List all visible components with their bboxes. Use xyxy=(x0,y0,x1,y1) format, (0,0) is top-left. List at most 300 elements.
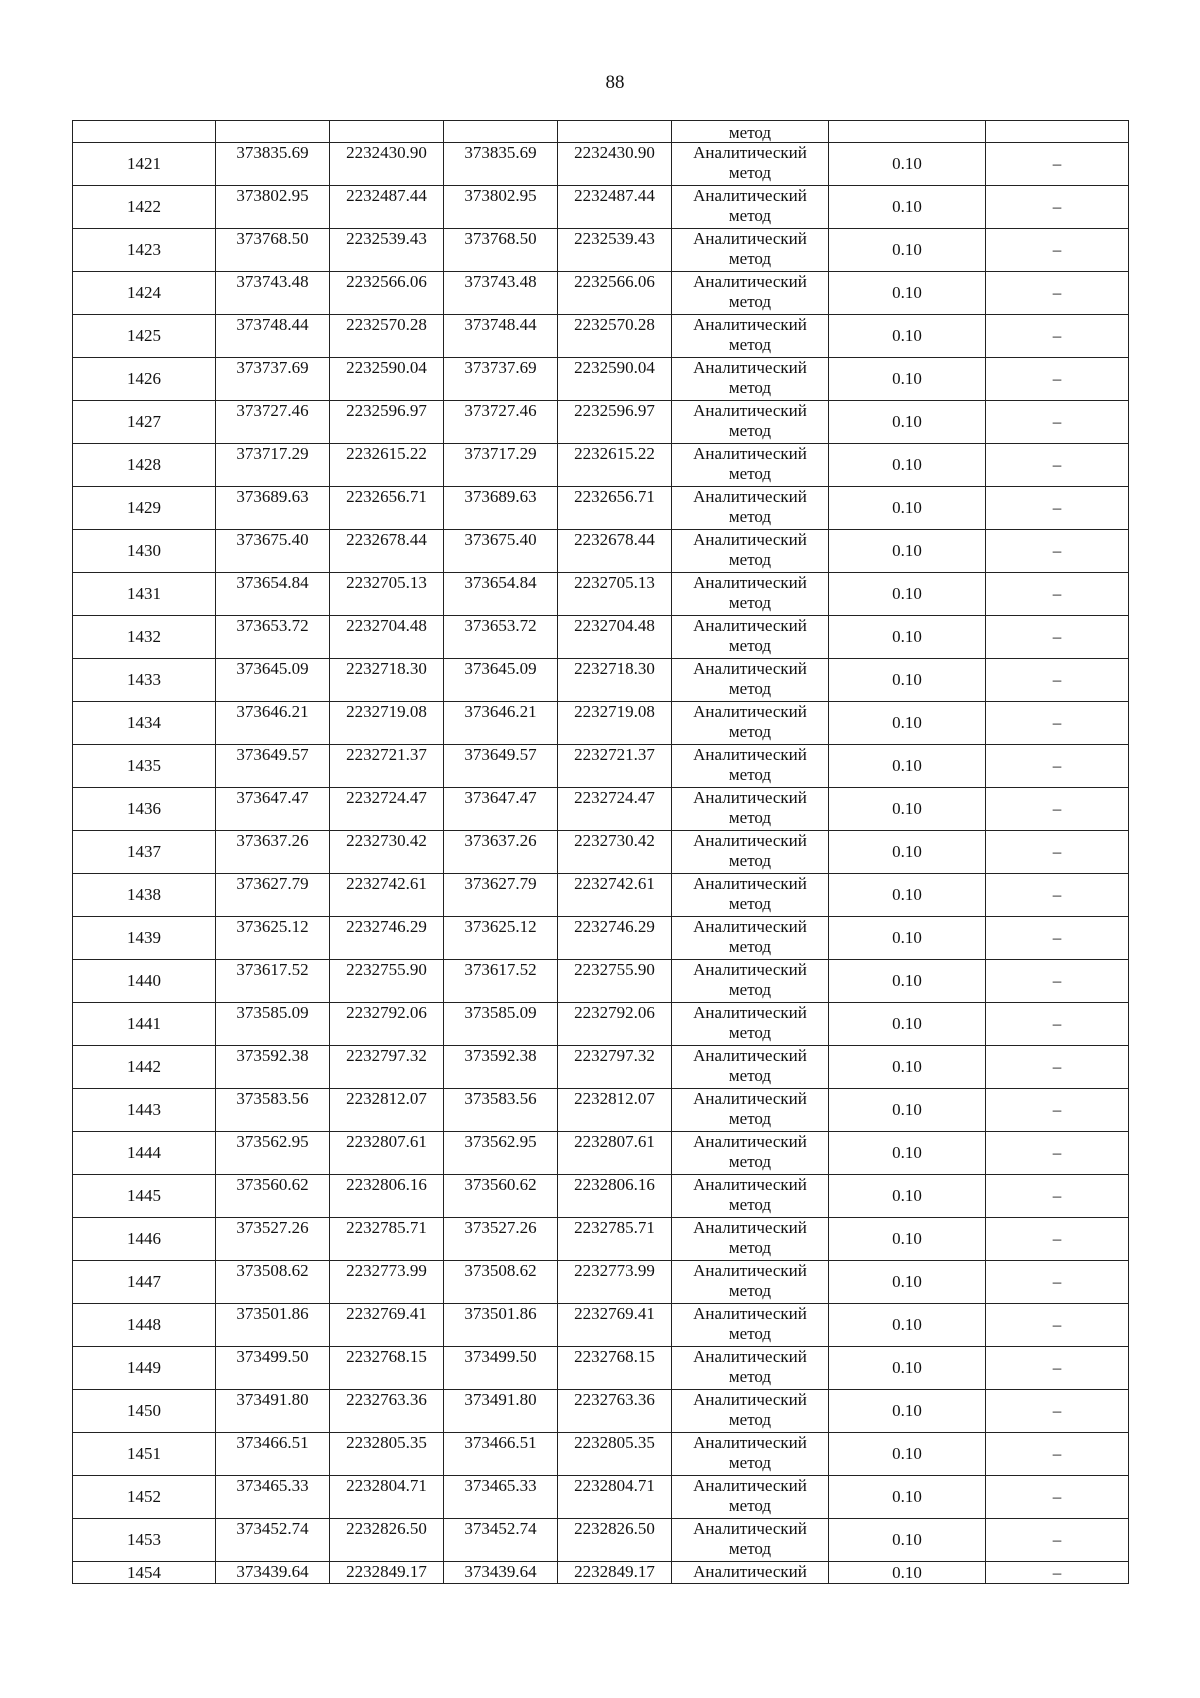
method-line: Аналитический xyxy=(693,229,807,248)
x-coordinate-cell: 373560.62 xyxy=(444,1175,558,1218)
dash-cell: – xyxy=(986,1218,1129,1261)
method-line: метод xyxy=(728,1367,772,1386)
table-row xyxy=(73,616,1129,659)
accuracy-cell: 0.10 xyxy=(829,616,986,659)
table-row xyxy=(73,1046,1129,1089)
x-coordinate-cell: 373625.12 xyxy=(444,917,558,960)
dash-cell: – xyxy=(986,358,1129,401)
method-cell xyxy=(672,960,829,1003)
method-cell xyxy=(672,315,829,358)
method-line: Аналитический xyxy=(693,272,807,291)
point-number-cell: 1452 xyxy=(73,1476,216,1519)
accuracy-cell: 0.10 xyxy=(829,358,986,401)
x-coordinate-cell: 373466.51 xyxy=(216,1433,330,1476)
x-coordinate-cell: 373499.50 xyxy=(444,1347,558,1390)
accuracy-cell: 0.10 xyxy=(829,745,986,788)
page-number: 88 xyxy=(605,72,625,93)
method-cell xyxy=(672,831,829,874)
dash-cell: – xyxy=(986,444,1129,487)
method-line: метод xyxy=(728,421,772,440)
accuracy-cell: 0.10 xyxy=(829,1476,986,1519)
method-cell xyxy=(672,401,829,444)
x-coordinate-cell: 373627.79 xyxy=(216,874,330,917)
method-cell xyxy=(672,616,829,659)
method-line: Аналитический xyxy=(693,1261,807,1280)
method-line: метод xyxy=(728,765,772,784)
dash-cell: – xyxy=(986,1046,1129,1089)
method-line: метод xyxy=(728,1195,772,1214)
x-coordinate-cell: 373835.69 xyxy=(216,143,330,186)
point-number-cell: 1431 xyxy=(73,573,216,616)
method-line: метод xyxy=(728,1238,772,1257)
dash-cell: – xyxy=(986,1003,1129,1046)
method-line: Аналитический xyxy=(693,1476,807,1495)
dash-cell: – xyxy=(986,1089,1129,1132)
table-row xyxy=(73,272,1129,315)
x-coordinate-cell: 373508.62 xyxy=(216,1261,330,1304)
point-number-cell: 1454 xyxy=(73,1562,216,1584)
method-line: метод xyxy=(728,163,772,182)
x-coordinate-cell: 373646.21 xyxy=(444,702,558,745)
dash-cell: – xyxy=(986,229,1129,272)
y-coordinate-cell: 2232849.17 xyxy=(558,1562,672,1584)
dash-cell: – xyxy=(986,401,1129,444)
y-coordinate-cell: 2232785.71 xyxy=(330,1218,444,1261)
y-coordinate-cell: 2232755.90 xyxy=(330,960,444,1003)
method-line: метод xyxy=(728,206,772,225)
method-line: метод xyxy=(728,1496,772,1515)
x-coordinate-cell: 373727.46 xyxy=(216,401,330,444)
x-coordinate-cell: 373592.38 xyxy=(444,1046,558,1089)
table-row xyxy=(73,186,1129,229)
x-coordinate-cell: 373802.95 xyxy=(216,186,330,229)
dash-cell: – xyxy=(986,616,1129,659)
table-row xyxy=(73,1132,1129,1175)
y-coordinate-cell: 2232768.15 xyxy=(558,1347,672,1390)
x-coordinate-cell: 373689.63 xyxy=(216,487,330,530)
method-line: метод xyxy=(728,1453,772,1472)
table-row xyxy=(73,1003,1129,1046)
y-coordinate-cell: 2232742.61 xyxy=(558,874,672,917)
accuracy-cell: 0.10 xyxy=(829,315,986,358)
accuracy-cell: 0.10 xyxy=(829,229,986,272)
method-line: Аналитический xyxy=(693,788,807,807)
dash-cell: – xyxy=(986,960,1129,1003)
table-row xyxy=(73,788,1129,831)
x-coordinate-cell: 373491.80 xyxy=(216,1390,330,1433)
method-cell xyxy=(672,1003,829,1046)
dash-cell: – xyxy=(986,831,1129,874)
dash-cell: – xyxy=(986,1519,1129,1562)
method-line: Аналитический xyxy=(693,315,807,334)
point-number-cell: 1446 xyxy=(73,1218,216,1261)
x-coordinate-cell: 373647.47 xyxy=(444,788,558,831)
y-coordinate-cell: 2232826.50 xyxy=(330,1519,444,1562)
x-coordinate-cell: 373743.48 xyxy=(216,272,330,315)
method-cell xyxy=(672,1476,829,1519)
method-cell xyxy=(672,788,829,831)
y-coordinate-cell: 2232804.71 xyxy=(558,1476,672,1519)
accuracy-cell: 0.10 xyxy=(829,831,986,874)
method-line: Аналитический xyxy=(693,530,807,549)
dash-cell: – xyxy=(986,143,1129,186)
method-line: Аналитический xyxy=(693,143,807,162)
accuracy-cell: 0.10 xyxy=(829,1046,986,1089)
y-coordinate-cell: 2232812.07 xyxy=(558,1089,672,1132)
method-cell xyxy=(672,1304,829,1347)
x-coordinate-cell: 373501.86 xyxy=(216,1304,330,1347)
method-cell xyxy=(672,874,829,917)
point-number-cell: 1448 xyxy=(73,1304,216,1347)
y-coordinate-cell: 2232797.32 xyxy=(330,1046,444,1089)
dash-cell: – xyxy=(986,702,1129,745)
coordinates-table xyxy=(72,120,1129,1584)
x-coordinate-cell: 373466.51 xyxy=(444,1433,558,1476)
y-coordinate-cell: 2232826.50 xyxy=(558,1519,672,1562)
point-number-cell: 1428 xyxy=(73,444,216,487)
y-coordinate-cell: 2232768.15 xyxy=(330,1347,444,1390)
x-coordinate-cell: 373583.56 xyxy=(216,1089,330,1132)
method-cell xyxy=(672,1519,829,1562)
x-coordinate-cell: 373649.57 xyxy=(444,745,558,788)
point-number-cell: 1453 xyxy=(73,1519,216,1562)
y-coordinate-cell: 2232705.13 xyxy=(558,573,672,616)
x-coordinate-cell: 373625.12 xyxy=(216,917,330,960)
method-line: Аналитический xyxy=(693,573,807,592)
dash-cell: – xyxy=(986,186,1129,229)
table-row xyxy=(73,917,1129,960)
y-coordinate-cell: 2232566.06 xyxy=(330,272,444,315)
method-cell xyxy=(672,917,829,960)
point-number-cell: 1451 xyxy=(73,1433,216,1476)
y-coordinate-cell: 2232430.90 xyxy=(558,143,672,186)
y-coordinate-cell: 2232805.35 xyxy=(330,1433,444,1476)
x-coordinate-cell: 373748.44 xyxy=(444,315,558,358)
point-number-cell: 1447 xyxy=(73,1261,216,1304)
accuracy-cell: 0.10 xyxy=(829,272,986,315)
method-line: Аналитический xyxy=(693,960,807,979)
method-line: метод xyxy=(728,722,772,741)
method-line: Аналитический xyxy=(693,1089,807,1108)
point-number-cell: 1425 xyxy=(73,315,216,358)
method-cell xyxy=(672,1390,829,1433)
method-line: Аналитический xyxy=(693,1132,807,1151)
accuracy-cell: 0.10 xyxy=(829,917,986,960)
method-line: метод xyxy=(728,937,772,956)
method-line: метод xyxy=(728,1109,772,1128)
method-line: Аналитический xyxy=(693,358,807,377)
dash-cell: – xyxy=(986,874,1129,917)
table-row xyxy=(73,960,1129,1003)
dash-cell: – xyxy=(986,1562,1129,1584)
x-coordinate-cell: 373617.52 xyxy=(444,960,558,1003)
point-number-cell: 1432 xyxy=(73,616,216,659)
method-cell xyxy=(672,659,829,702)
y-coordinate-cell: 2232656.71 xyxy=(558,487,672,530)
x-coordinate-cell: 373645.09 xyxy=(444,659,558,702)
accuracy-cell: 0.10 xyxy=(829,1519,986,1562)
method-cell xyxy=(672,1433,829,1476)
method-line: метод xyxy=(728,507,772,526)
point-number-cell: 1436 xyxy=(73,788,216,831)
accuracy-cell: 0.10 xyxy=(829,401,986,444)
method-cell xyxy=(672,745,829,788)
table-body xyxy=(73,121,1129,1584)
table-row xyxy=(73,1261,1129,1304)
x-coordinate-cell: 373743.48 xyxy=(444,272,558,315)
method-line: метод xyxy=(728,980,772,999)
table-row xyxy=(73,1390,1129,1433)
point-number-cell: 1441 xyxy=(73,1003,216,1046)
x-coordinate-cell: 373527.26 xyxy=(216,1218,330,1261)
x-coordinate-cell: 373653.72 xyxy=(444,616,558,659)
method-line: метод xyxy=(728,679,772,698)
method-cell xyxy=(672,1347,829,1390)
continuation-row xyxy=(73,121,1129,143)
y-coordinate-cell: 2232570.28 xyxy=(558,315,672,358)
y-coordinate-cell: 2232812.07 xyxy=(330,1089,444,1132)
table-row xyxy=(73,702,1129,745)
y-coordinate-cell: 2232746.29 xyxy=(330,917,444,960)
y-coordinate-cell: 2232730.42 xyxy=(558,831,672,874)
dash-cell: – xyxy=(986,1304,1129,1347)
method-line: метод xyxy=(728,1281,772,1300)
x-coordinate-cell: 373802.95 xyxy=(444,186,558,229)
y-coordinate-cell: 2232430.90 xyxy=(330,143,444,186)
y-coordinate-cell: 2232615.22 xyxy=(558,444,672,487)
table-row xyxy=(73,573,1129,616)
x-coordinate-cell: 373647.47 xyxy=(216,788,330,831)
method-cell xyxy=(672,229,829,272)
accuracy-cell: 0.10 xyxy=(829,1003,986,1046)
table-row xyxy=(73,444,1129,487)
y-coordinate-cell: 2232806.16 xyxy=(558,1175,672,1218)
table-row xyxy=(73,1476,1129,1519)
x-coordinate-cell: 373501.86 xyxy=(444,1304,558,1347)
point-number-cell: 1443 xyxy=(73,1089,216,1132)
y-coordinate-cell: 2232792.06 xyxy=(558,1003,672,1046)
x-coordinate-cell: 373439.64 xyxy=(444,1562,558,1584)
x-coordinate-cell: 373768.50 xyxy=(444,229,558,272)
dash-cell: – xyxy=(986,272,1129,315)
method-line: Аналитический xyxy=(693,702,807,721)
table-row xyxy=(73,1433,1129,1476)
point-number-cell: 1421 xyxy=(73,143,216,186)
accuracy-cell: 0.10 xyxy=(829,1175,986,1218)
y-coordinate-cell: 2232704.48 xyxy=(330,616,444,659)
method-line: метод xyxy=(728,1539,772,1558)
x-coordinate-cell: 373768.50 xyxy=(216,229,330,272)
method-line: метод xyxy=(728,1066,772,1085)
table-row xyxy=(73,874,1129,917)
y-coordinate-cell: 2232590.04 xyxy=(558,358,672,401)
method-cell xyxy=(672,1218,829,1261)
point-number-cell: 1424 xyxy=(73,272,216,315)
y-coordinate-cell: 2232590.04 xyxy=(330,358,444,401)
y-coordinate-cell: 2232807.61 xyxy=(558,1132,672,1175)
continuation-method-cell: метод xyxy=(672,121,829,143)
method-line: Аналитический xyxy=(693,874,807,893)
method-line: метод xyxy=(728,808,772,827)
table-row xyxy=(73,358,1129,401)
dash-cell: – xyxy=(986,659,1129,702)
dash-cell: – xyxy=(986,573,1129,616)
point-number-cell: 1445 xyxy=(73,1175,216,1218)
x-coordinate-cell: 373835.69 xyxy=(444,143,558,186)
dash-cell: – xyxy=(986,1261,1129,1304)
method-line: метод xyxy=(728,292,772,311)
dash-cell: – xyxy=(986,1175,1129,1218)
accuracy-cell: 0.10 xyxy=(829,1347,986,1390)
y-coordinate-cell: 2232718.30 xyxy=(558,659,672,702)
method-line: Аналитический xyxy=(693,401,807,420)
point-number-cell: 1422 xyxy=(73,186,216,229)
method-cell xyxy=(672,358,829,401)
accuracy-cell: 0.10 xyxy=(829,143,986,186)
x-coordinate-cell: 373617.52 xyxy=(216,960,330,1003)
method-cell xyxy=(672,1046,829,1089)
dash-cell: – xyxy=(986,745,1129,788)
method-line: Аналитический xyxy=(693,1347,807,1366)
accuracy-cell: 0.10 xyxy=(829,1218,986,1261)
y-coordinate-cell: 2232785.71 xyxy=(558,1218,672,1261)
y-coordinate-cell: 2232596.97 xyxy=(558,401,672,444)
x-coordinate-cell: 373527.26 xyxy=(444,1218,558,1261)
x-coordinate-cell: 373452.74 xyxy=(216,1519,330,1562)
y-coordinate-cell: 2232730.42 xyxy=(330,831,444,874)
y-coordinate-cell: 2232806.16 xyxy=(330,1175,444,1218)
y-coordinate-cell: 2232570.28 xyxy=(330,315,444,358)
method-cell xyxy=(672,1132,829,1175)
method-cell xyxy=(672,272,829,315)
x-coordinate-cell: 373508.62 xyxy=(444,1261,558,1304)
y-coordinate-cell: 2232769.41 xyxy=(558,1304,672,1347)
point-number-cell: 1423 xyxy=(73,229,216,272)
method-line: Аналитический xyxy=(693,1046,807,1065)
method-cell xyxy=(672,1175,829,1218)
method-line: Аналитический xyxy=(693,186,807,205)
point-number-cell: 1429 xyxy=(73,487,216,530)
x-coordinate-cell: 373465.33 xyxy=(216,1476,330,1519)
y-coordinate-cell: 2232596.97 xyxy=(330,401,444,444)
x-coordinate-cell: 373737.69 xyxy=(444,358,558,401)
accuracy-cell: 0.10 xyxy=(829,1433,986,1476)
x-coordinate-cell: 373654.84 xyxy=(216,573,330,616)
dash-cell: – xyxy=(986,530,1129,573)
x-coordinate-cell: 373737.69 xyxy=(216,358,330,401)
method-cell xyxy=(672,530,829,573)
point-number-cell: 1435 xyxy=(73,745,216,788)
y-coordinate-cell: 2232755.90 xyxy=(558,960,672,1003)
dash-cell: – xyxy=(986,788,1129,831)
method-line: метод xyxy=(728,1152,772,1171)
x-coordinate-cell: 373637.26 xyxy=(216,831,330,874)
y-coordinate-cell: 2232742.61 xyxy=(330,874,444,917)
accuracy-cell: 0.10 xyxy=(829,659,986,702)
method-line: метод xyxy=(728,249,772,268)
y-coordinate-cell: 2232678.44 xyxy=(330,530,444,573)
y-coordinate-cell: 2232539.43 xyxy=(558,229,672,272)
method-line: Аналитический xyxy=(693,1304,807,1323)
point-number-cell: 1427 xyxy=(73,401,216,444)
y-coordinate-cell: 2232746.29 xyxy=(558,917,672,960)
dash-cell: – xyxy=(986,917,1129,960)
y-coordinate-cell: 2232724.47 xyxy=(330,788,444,831)
accuracy-cell: 0.10 xyxy=(829,1304,986,1347)
table-row xyxy=(73,831,1129,874)
accuracy-cell: 0.10 xyxy=(829,1261,986,1304)
point-number-cell: 1437 xyxy=(73,831,216,874)
y-coordinate-cell: 2232773.99 xyxy=(330,1261,444,1304)
accuracy-cell: 0.10 xyxy=(829,186,986,229)
method-line: Аналитический xyxy=(693,831,807,850)
dash-cell: – xyxy=(986,1433,1129,1476)
method-cell xyxy=(672,186,829,229)
x-coordinate-cell: 373627.79 xyxy=(444,874,558,917)
accuracy-cell: 0.10 xyxy=(829,444,986,487)
y-coordinate-cell: 2232805.35 xyxy=(558,1433,672,1476)
y-coordinate-cell: 2232804.71 xyxy=(330,1476,444,1519)
point-number-cell: 1433 xyxy=(73,659,216,702)
accuracy-cell: 0.10 xyxy=(829,530,986,573)
method-line: Аналитический xyxy=(693,1519,807,1538)
y-coordinate-cell: 2232769.41 xyxy=(330,1304,444,1347)
method-line: метод xyxy=(728,851,772,870)
dash-cell: – xyxy=(986,487,1129,530)
y-coordinate-cell: 2232792.06 xyxy=(330,1003,444,1046)
table-row xyxy=(73,1218,1129,1261)
table-row xyxy=(73,229,1129,272)
method-cell xyxy=(672,1562,829,1584)
accuracy-cell: 0.10 xyxy=(829,788,986,831)
dash-cell: – xyxy=(986,1390,1129,1433)
y-coordinate-cell: 2232724.47 xyxy=(558,788,672,831)
accuracy-cell: 0.10 xyxy=(829,487,986,530)
y-coordinate-cell: 2232719.08 xyxy=(558,702,672,745)
y-coordinate-cell: 2232849.17 xyxy=(330,1562,444,1584)
x-coordinate-cell: 373562.95 xyxy=(216,1132,330,1175)
y-coordinate-cell: 2232718.30 xyxy=(330,659,444,702)
method-line: метод xyxy=(728,1324,772,1343)
method-cell xyxy=(672,444,829,487)
table-row xyxy=(73,143,1129,186)
method-line: метод xyxy=(728,894,772,913)
x-coordinate-cell: 373654.84 xyxy=(444,573,558,616)
x-coordinate-cell: 373689.63 xyxy=(444,487,558,530)
dash-cell: – xyxy=(986,315,1129,358)
table-row xyxy=(73,745,1129,788)
method-line: Аналитический xyxy=(693,1218,807,1237)
method-line: метод xyxy=(728,464,772,483)
x-coordinate-cell: 373452.74 xyxy=(444,1519,558,1562)
method-line: Аналитический xyxy=(693,444,807,463)
accuracy-cell: 0.10 xyxy=(829,874,986,917)
x-coordinate-cell: 373717.29 xyxy=(216,444,330,487)
method-line: Аналитический xyxy=(693,1390,807,1409)
method-cell xyxy=(672,143,829,186)
x-coordinate-cell: 373560.62 xyxy=(216,1175,330,1218)
table-row xyxy=(73,659,1129,702)
dash-cell: – xyxy=(986,1132,1129,1175)
table-row xyxy=(73,1347,1129,1390)
method-line: метод xyxy=(728,593,772,612)
x-coordinate-cell: 373499.50 xyxy=(216,1347,330,1390)
x-coordinate-cell: 373748.44 xyxy=(216,315,330,358)
y-coordinate-cell: 2232539.43 xyxy=(330,229,444,272)
method-line: Аналитический xyxy=(693,745,807,764)
method-line: метод xyxy=(728,335,772,354)
y-coordinate-cell: 2232721.37 xyxy=(558,745,672,788)
